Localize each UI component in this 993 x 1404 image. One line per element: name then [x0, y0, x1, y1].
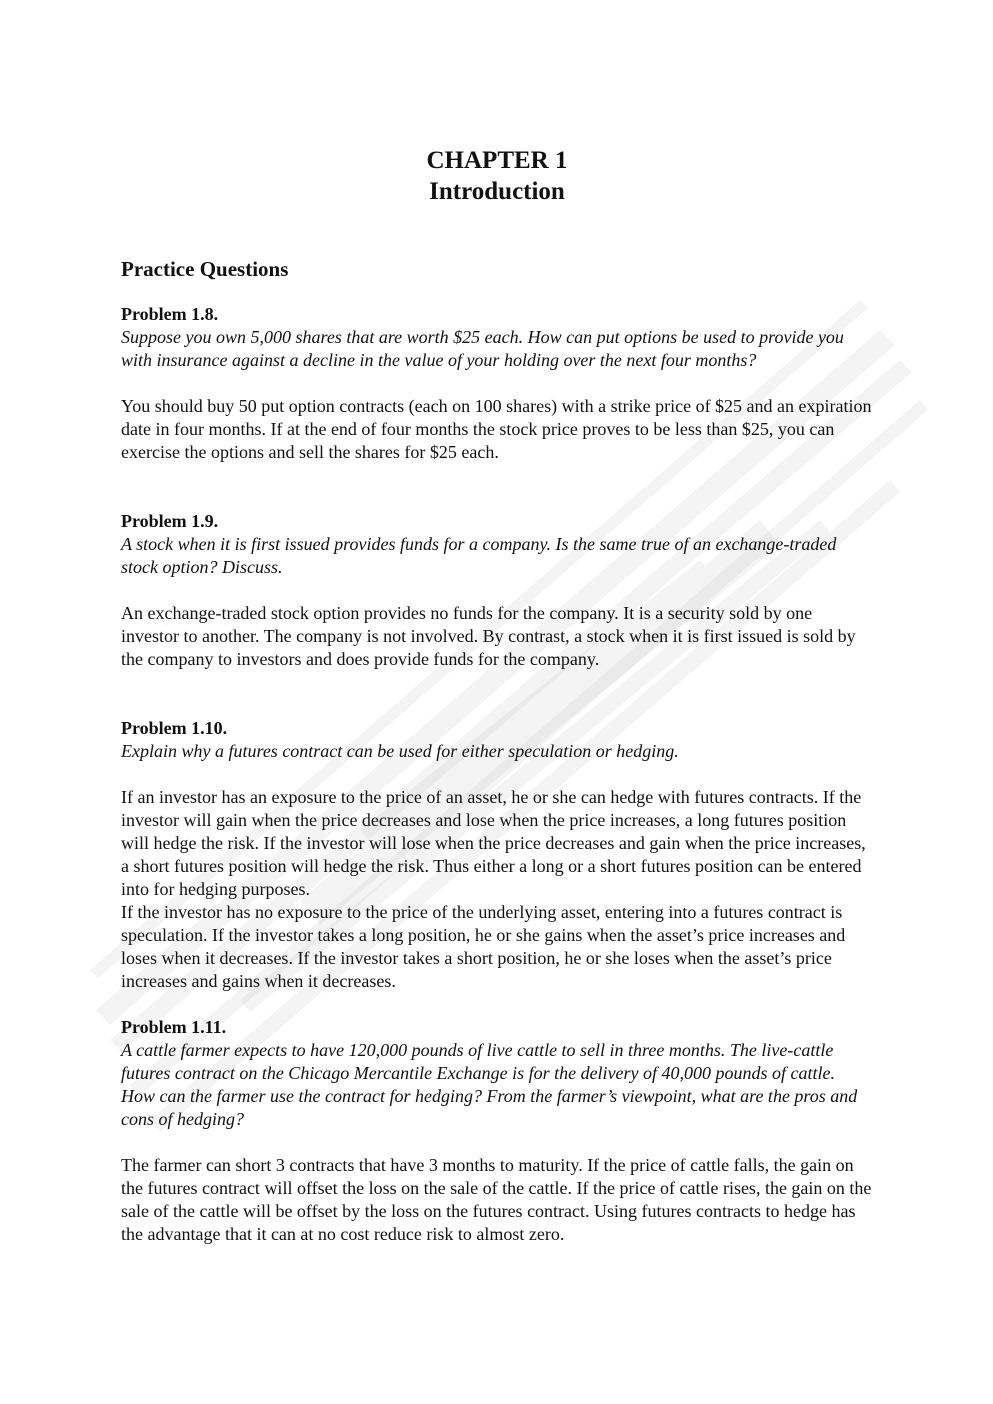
problem-question: A cattle farmer expects to have 120,000 pounds of live cattle to sell in three months. The live-cattle futures contract on the Chicago Mercantile Exchange is for the delivery of 40,000 pounds of cattle. How can the farmer use the contract for hedging? From the farmer’s viewpoint, what are the pros and cons of hedging? [121, 1040, 858, 1129]
section-title: Practice Questions [121, 257, 289, 281]
problem-answer [121, 1154, 873, 1246]
problem-question: Explain why a futures contract can be used for either speculation or hedging. [121, 741, 679, 761]
problem-answer [121, 395, 873, 464]
problem-question: A stock when it is first issued provides funds for a company. Is the same true of an exchange-traded stock option? Discuss. [121, 534, 837, 577]
answer-paragraph: The farmer can short 3 contracts that have 3 months to maturity. If the price of cattle falls, the gain on the futures contract will offset the loss on the sale of the cattle. If the price of cattle rises, the gain on the sale of the cattle will be offset by the loss on the futures contract. Using futures contracts to hedge has the advantage that it can at no cost reduce risk to almost zero. [121, 1155, 872, 1244]
problem-title: Problem 1.9. [121, 511, 219, 531]
problem-answer [121, 786, 873, 993]
problem-title: Problem 1.11. [121, 1017, 227, 1037]
problem-block [121, 717, 873, 993]
chapter-number: CHAPTER 1 [426, 147, 568, 174]
chapter-heading [121, 0, 873, 207]
problem-answer [121, 602, 873, 671]
problem-question: Suppose you own 5,000 shares that are worth $25 each. How can put options be used to provide you with insurance against a decline in the value of your holding over the next four months? [121, 327, 844, 370]
problem-block [121, 1016, 873, 1246]
answer-paragraph: You should buy 50 put option contracts (each on 100 shares) with a strike price of $25 and an expiration date in four months. If at the end of four months the stock price proves to be less than $25, you can exercise the options and sell the shares for $25 each. [121, 396, 872, 462]
problem-title: Problem 1.10. [121, 718, 228, 738]
problem-block [121, 303, 873, 464]
answer-paragraph: If the investor has no exposure to the price of the underlying asset, entering into a futures contract is speculation. If the investor takes a long position, he or she gains when the asset’s price increases and loses when it decreases. If the investor takes a short position, he or she loses when the asset’s price increases and gains when it decreases. [121, 902, 846, 991]
answer-paragraph: If an investor has an exposure to the price of an asset, he or she can hedge with futures contracts. If the investor will gain when the price decreases and lose when the price increases, a long futures position will hedge the risk. If the investor will lose when the price decreases and gain when the price increases, a short futures position will hedge the risk. Thus either a long or a short futures position can be entered into for hedging purposes. [121, 787, 866, 899]
problem-title: Problem 1.8. [121, 304, 219, 324]
answer-paragraph: An exchange-traded stock option provides no funds for the company. It is a security sold by one investor to another. The company is not involved. By contrast, a stock when it is first issued is sold by the company to investors and does provide funds for the company. [121, 603, 856, 669]
chapter-title: Introduction [429, 178, 565, 205]
problem-block [121, 510, 873, 671]
